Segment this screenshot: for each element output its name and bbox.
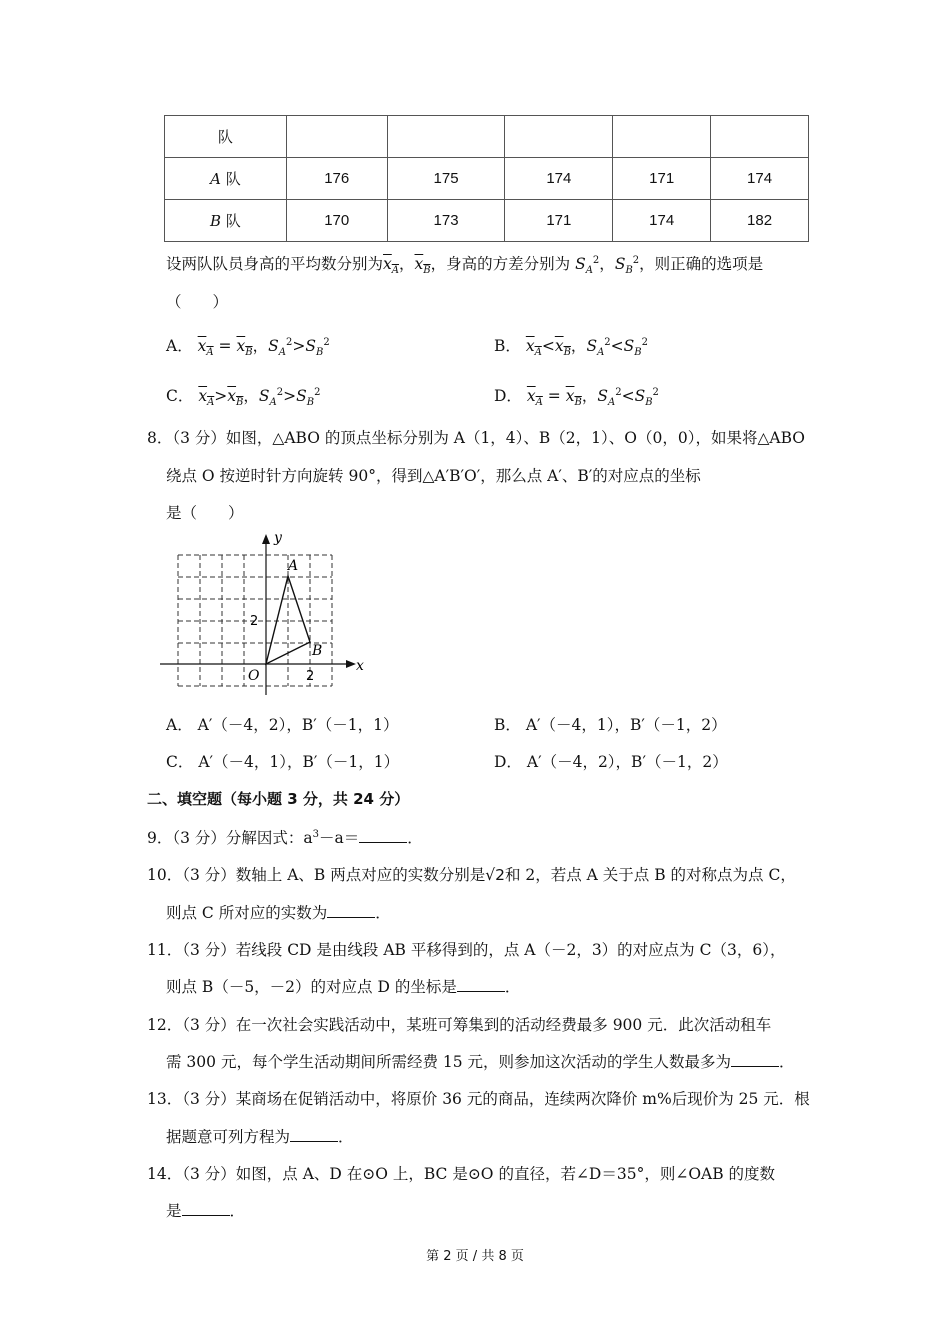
table-cell: 173 xyxy=(387,200,505,242)
q7-paren: （ ） xyxy=(166,293,229,311)
q7-option-b[interactable]: B． $x_A<x_B$，$S_A^2<S_B^2$ xyxy=(494,336,649,359)
section-heading: 二、填空题（每小题 3 分，共 24 分） xyxy=(147,790,410,808)
q11-line2: 则点 B（－5，－2）的对应点 D 的坐标是 ． xyxy=(166,978,521,996)
q7-stem: 设两队队员身高的平均数分别为$x_A$，$x_B$，身高的方差分别为 $S_A^2$，$S_B^2$，则正确的选项是 xyxy=(166,254,764,277)
answer-blank[interactable] xyxy=(457,977,505,992)
table-row xyxy=(165,158,809,200)
table-cell: 174 xyxy=(613,200,711,242)
table-header-cell: 队 xyxy=(165,116,287,158)
row-label: B 队 xyxy=(165,200,287,242)
coordinate-figure xyxy=(160,530,375,695)
table-cell: 171 xyxy=(505,200,613,242)
q10-line2: 则点 C 所对应的实数为 ． xyxy=(166,904,391,922)
table-cell: 176 xyxy=(286,158,387,200)
q8-option-d[interactable]: D． A′（－4，2），B′（－1，2） xyxy=(494,753,728,771)
table-cell: 174 xyxy=(711,158,809,200)
table-cell: 170 xyxy=(286,200,387,242)
y-tick-2: 2 xyxy=(250,614,259,629)
y-label: y xyxy=(274,530,282,546)
answer-blank[interactable] xyxy=(359,828,407,843)
answer-blank[interactable] xyxy=(290,1127,338,1142)
q14-line1: 14．（3 分）如图，点 A、D 在⊙O 上，BC 是⊙O 的直径，若∠D＝35°，则∠OAB 的度数 xyxy=(147,1165,776,1183)
q8-option-a[interactable]: A． A′（－4，2），B′（－1，1） xyxy=(166,716,399,734)
origin-label: O xyxy=(248,668,260,684)
q7-option-d[interactable]: D． $x_A = x_B$，$S_A^2<S_B^2$ xyxy=(494,386,659,409)
q12-line2: 需 300 元，每个学生活动期间所需经费 15 元，则参加这次活动的学生人数最多为 ． xyxy=(166,1053,795,1071)
q8-line1: 8．（3 分）如图，△ABO 的顶点坐标分别为 A（1，4）、B（2，1）、O（0，0），如果将△ABO xyxy=(147,429,805,447)
table-cell: 182 xyxy=(711,200,809,242)
x-tick-2: 2 xyxy=(306,669,315,684)
answer-blank[interactable] xyxy=(182,1201,230,1216)
q13-line2: 据题意可列方程为 ． xyxy=(166,1128,354,1146)
page-footer: 第 2 页 / 共 8 页 xyxy=(426,1249,524,1264)
q12-line1: 12．（3 分）在一次社会实践活动中，某班可筹集到的活动经费最多 900 元．此次活动租车 xyxy=(147,1016,772,1034)
q8-option-b[interactable]: B． A′（－4，1），B′（－1，2） xyxy=(494,716,727,734)
point-b-label: B xyxy=(312,643,323,659)
answer-blank[interactable] xyxy=(327,903,375,918)
answer-blank[interactable] xyxy=(731,1052,779,1067)
q8-line3: 是（ ） xyxy=(166,504,244,522)
q7-option-a[interactable]: A． $x_A = x_B$，$S_A^2>S_B^2$ xyxy=(166,336,330,359)
q14-line2: 是 ． xyxy=(166,1202,246,1220)
table-cell: 174 xyxy=(505,158,613,200)
row-label: A 队 xyxy=(165,158,287,200)
table-row xyxy=(165,200,809,242)
table-cell: 175 xyxy=(387,158,505,200)
table-row xyxy=(165,116,809,158)
q13-line1: 13．（3 分）某商场在促销活动中，将原价 36 元的商品，连续两次降价 m%后现价为 25 元．根 xyxy=(147,1090,810,1108)
x-arrow-icon xyxy=(346,660,356,668)
q10-line1: 10．（3 分）数轴上 A、B 两点对应的实数分别是√2和 2，若点 A 关于点 B 的对称点为点 C， xyxy=(147,866,796,884)
q8-option-c[interactable]: C． A′（－4，1），B′（－1，1） xyxy=(166,753,400,771)
q11-line1: 11．（3 分）若线段 CD 是由线段 AB 平移得到的，点 A（－2，3）的对应点为 C（3，6）， xyxy=(147,941,786,959)
q8-line2: 绕点 O 按逆时针方向旋转 90°，得到△A′B′O′，那么点 A′、B′的对应点的坐标 xyxy=(166,467,701,485)
point-a-label: A xyxy=(288,558,299,574)
height-table xyxy=(164,115,809,242)
q9: 9．（3 分）分解因式：$a^3-a=$ ． xyxy=(147,828,423,847)
y-arrow-icon xyxy=(262,534,270,544)
x-label: x xyxy=(356,658,364,674)
table-cell: 171 xyxy=(613,158,711,200)
q7-option-c[interactable]: C． $x_A>x_B$，$S_A^2>S_B^2$ xyxy=(166,386,321,409)
